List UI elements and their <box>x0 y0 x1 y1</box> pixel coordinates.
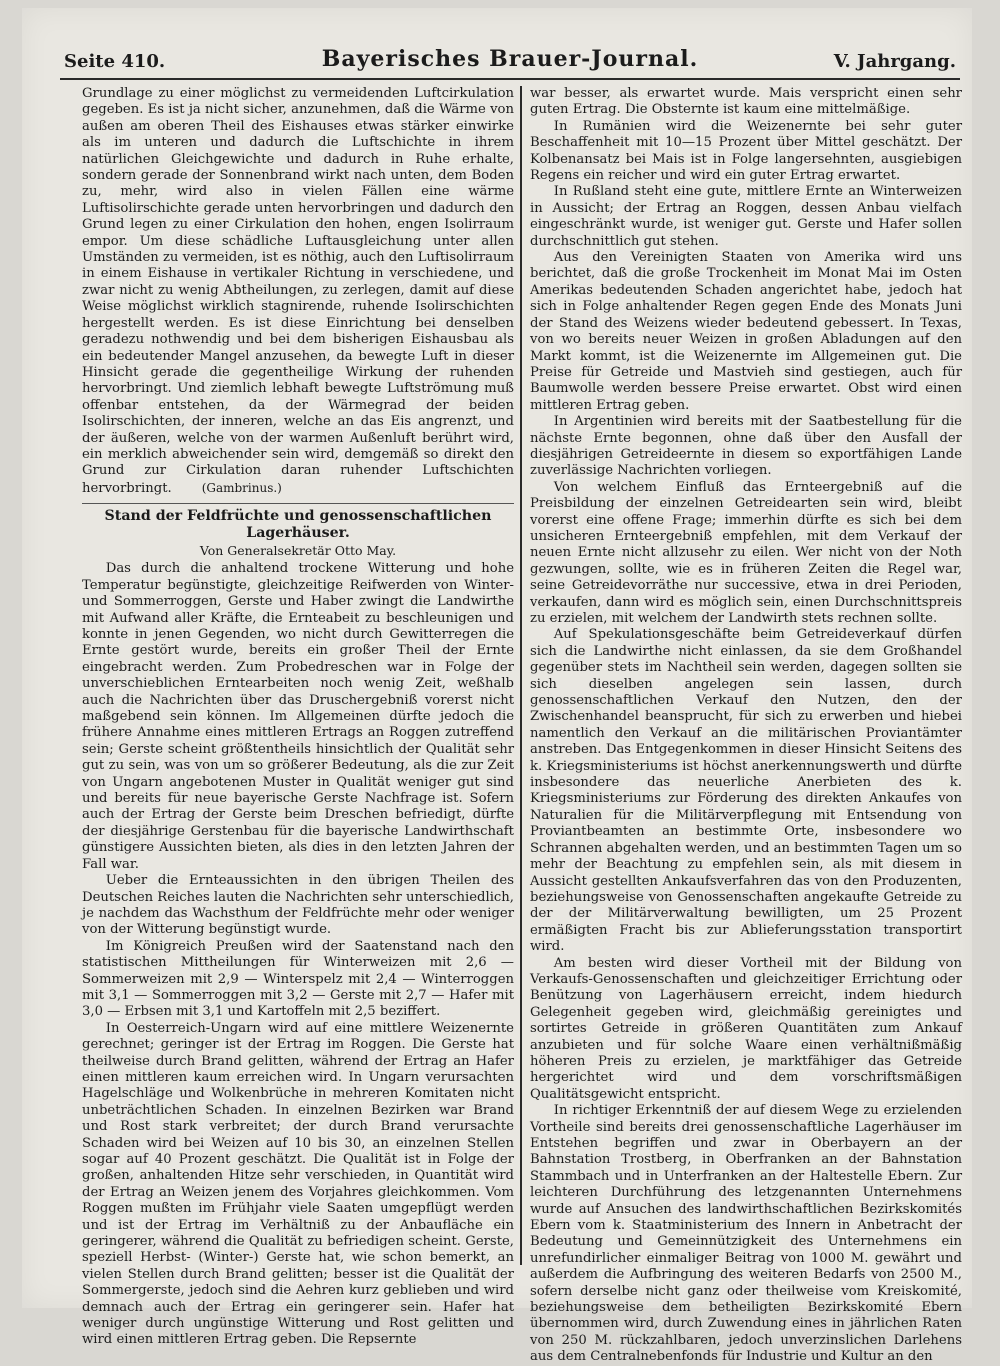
left-paragraph: Ueber die Ernteaussichten in den übrigen Theilen des Deutschen Reiches lauten die Nachrichten sehr unterschiedlich, je nachdem das Wachsthum der Feldfrüchte mehr oder weniger von der Witterung begünstigt wurde. <box>82 873 514 938</box>
right-paragraph: Am besten wird dieser Vortheil mit der Bildung von Verkaufs-Genossenschaften und gleichzeitiger Errichtung oder Benützung von Lagerhäusern erreicht, indem hiedurch Gelegenheit gegeben wird, gleichmäßig gereinigtes und sortirtes Getreide in größeren Quantitäten zum Ankauf anzubieten und für solche Waare einen verhältnißmäßig höheren Preis zu erzielen, je marktfähiger das Getreide hergerichtet wird und dem vorschriftsmäßigen Qualitätsgewicht entspricht. <box>530 955 962 1102</box>
left-paragraph: In Oesterreich-Ungarn wird auf eine mittlere Weizenernte gerechnet; geringer ist der Ertrag im Roggen. Die Gerste hat theilweise durch Brand gelitten, während der Ertrag an Hafer einen mittleren kaum erreichen wird. In Ungarn verursachten Hagelschläge und Wolkenbrüche in mehreren Komitaten nicht unbeträchtlichen Schaden. In einzelnen Bezirken war Brand und Rost stark verbreitet; der durch Brand verursachte Schaden wird bei Weizen auf 10 bis 30, an einzelnen Stellen sogar auf 40 Prozent geschätzt. Die Qualität ist in Folge der großen, anhaltenden Hitze sehr verschieden, in Quantität wird der Ertrag an Weizen jenem des Vorjahres gleichkommen. Vom Roggen mußten im Frühjahr viele Saaten umgepflügt werden und ist der Ertrag im Verhältniß zu der Anbaufläche ein geringerer, während die Qualität zu befriedigen scheint. Gerste, speziell Herbst- (Winter-) Gerste hat, wie schon bemerkt, an vielen Stellen durch Brand gelitten; besser ist die Qualität der Sommergerste, jedoch sind die Aehren kurz geblieben und wird demnach auch der Ertrag ein geringerer sein. Hafer hat weniger durch ungünstige Witterung und Rost gelitten und wird einen mittleren Ertrag geben. Die Repsernte <box>82 1020 514 1348</box>
intro-source: (Gambrinus.) <box>201 480 282 495</box>
right-paragraph: war besser, als erwartet wurde. Mais verspricht einen sehr guten Ertrag. Die Obsternte ist kaum eine mittelmäßige. <box>530 86 962 118</box>
right-paragraph: In Rußland steht eine gute, mittlere Ernte an Winterweizen in Aussicht; der Ertrag an Roggen, dessen Anbau vielfach eingeschränkt wurde, ist weniger gut. Gerste und Hafer sollen durchschnittlich gut stehen. <box>530 184 962 249</box>
left-paragraph: Im Königreich Preußen wird der Saatenstand nach den statistischen Mittheilungen für Winterweizen mit 2,6 — Sommerweizen mit 2,9 — Winterspelz mit 2,4 — Winterroggen mit 3,1 — Sommerroggen mit 3,2 — Gerste mit 2,7 — Hafer mit 3,0 — Erbsen mit 3,1 und Kartoffeln mit 2,5 beziffert. <box>82 938 514 1020</box>
volume-label: V. Jahrgang. <box>833 51 956 72</box>
intro-paragraph <box>82 86 514 497</box>
intro-paragraph-text: Grundlage zu einer möglichst zu vermeidenden Luftcirkulation gegeben. Es ist ja nicht sicher, anzunehmen, daß die Wärme von außen am oberen Theil des Eishauses etwas stärker einwirke als im unteren und dadurch die Luftschichte in ihrem natürlichen Gleichgewichte und dadurch in Ruhe erhalte, sondern gerade der Sonnenbrand wirkt nach unten, dem Boden zu, mehr, wird also in vielen Fällen eine wärme Luftisolirschichte gerade unten hervorbringen und dadurch den Grund legen zu einer Cirkulation den hohen, engen Isolirraum empor. Um diese schädliche Luftausgleichung unter allen Umständen zu vermeiden, ist es nöthig, auch den Luftisolirraum in einem Eishause in vertikaler Richtung in verschiedene, und zwar nicht zu wenig Abtheilungen, zu zerlegen, damit auf diese Weise möglichst wirklich stagnirende, ruhende Isolirschichten hergestellt werden. Es ist diese Einrichtung bei denselben geradezu nothwendig und bei dem bisherigen Eishausbau als ein bedeutender Mangel anzusehen, da bewegte Luft in dieser Hinsicht gerade die gegentheilige Wirkung der ruhenden hervorbringt. Und ziemlich lebhaft bewegte Luftströmung muß offenbar entstehen, da der Wärmegrad der beiden Isolirschichten, der inneren, welche an das Eis angrenzt, und der äußeren, welche von der warmen Außenluft berührt wird, ein merklich abweichender sein wird, demgemäß so direkt den Grund zur Cirkulation daran ruhender Luftschichten hervorbringt. <box>82 86 514 496</box>
page-header <box>60 42 960 80</box>
article-title: Stand der Feldfrüchte und genossenschaftlichen Lagerhäuser. <box>82 503 514 541</box>
right-paragraph: Auf Spekulationsgeschäfte beim Getreideverkauf dürfen sich die Landwirthe nicht einlassen, da sie dem Großhandel gegenüber stets im Nachtheil sein werden, dagegen sollten sie sich dieselben angelegen sein lassen, durch genossenschaftlichen Verkauf den Nutzen, den der Zwischenhandel beansprucht, für sich zu erwerben und hiebei namentlich den Verkauf an die militärischen Proviantämter anstreben. Das Entgegenkommen in dieser Hinsicht Seitens des k. Kriegsministeriums ist höchst anerkennungswerth und dürfte insbesondere das neuerliche Anerbieten des k. Kriegsministeriums zur Förderung des direkten Ankaufes von Naturalien für die Militärverpflegung mit Entsendung von Proviantbeamten an bestimmte Orte, insbesondere wo Schrannen abgehalten werden, und an bestimmten Tagen um so mehr der Beachtung zu empfehlen sein, als mit diesem in Aussicht gestellten Ankaufsverfahren das von den Produzenten, beziehungsweise von Genossenschaften angekaufte Getreide zu der der Militärverwaltung bewilligten, um 25 Prozent ermäßigten Fracht bis zur Ablieferungsstation transportirt wird. <box>530 627 962 955</box>
column-divider <box>520 86 522 1265</box>
right-paragraph: Aus den Vereinigten Staaten von Amerika wird uns berichtet, daß die große Trockenheit im Monat Mai im Osten Amerikas bedeutenden Schaden angerichtet habe, jedoch hat sich in Folge anhaltender Regen gegen Ende des Monats Juni der Stand des Weizens wieder bedeutend gebessert. In Texas, von wo bereits neuer Weizen in großen Abladungen auf den Markt kommt, ist die Weizenernte im Allgemeinen gut. Die Preise für Getreide und Mastvieh sind gestiegen, auch für Baumwolle werden bessere Preise erwartet. Obst wird einen mittleren Ertrag geben. <box>530 250 962 413</box>
journal-title: Bayerisches Brauer-Journal. <box>321 46 699 72</box>
page-number: Seite 410. <box>64 51 166 72</box>
right-paragraph: In Argentinien wird bereits mit der Saatbestellung für die nächste Ernte begonnen, ohne daß über den Ausfall der diesjährigen Getreideernte in diesem so exportfähigen Lande zuverlässige Nachrichten vorliegen. <box>530 414 962 479</box>
right-column <box>530 86 962 1365</box>
left-paragraph: Das durch die anhaltend trockene Witterung und hohe Temperatur begünstigte, gleichzeitige Reifwerden von Winter- und Sommerroggen, Gerste und Haber zwingt die Landwirthe mit Aufwand aller Kräfte, die Ernteabeit zu beschleunigen und konnte in jenen Gegenden, wo nicht durch Gewitterregen die Ernte gestört wurde, bereits ein großer Theil der Ernte eingebracht werden. Zum Probedreschen war in Folge der unverschieblichen Erntearbeiten noch wenig Zeit, weßhalb auch die Nachrichten über das Druschergebniß vorerst nicht maßgebend sein können. Im Allgemeinen dürfte jedoch die frühere Annahme eines mittleren Ertrags an Roggen zutreffend sein; Gerste scheint größtentheils hinsichtlich der Qualität sehr gut zu sein, was von um so größerer Bedeutung, als die zur Zeit von Ungarn angebotenen Muster in Qualität weniger gut sind und bereits für neue bayerische Gerste Nachfrage ist. Sofern auch der Ertrag der Gerste beim Dreschen befriedigt, dürfte der diesjährige Gerstenbau für die bayerische Landwirthschaft günstigere Aussichten bieten, als dies in den letzten Jahren der Fall war. <box>82 561 514 872</box>
right-paragraph: In Rumänien wird die Weizenernte bei sehr guter Beschaffenheit mit 10—15 Prozent über Mittel geschätzt. Der Kolbenansatz bei Mais ist in Folge langersehnten, ausgiebigen Regens ein reicher und wird ein guter Ertrag erwartet. <box>530 118 962 184</box>
right-paragraph: Von welchem Einfluß das Ernteergebniß auf die Preisbildung der einzelnen Getreidearten sein wird, bleibt vorerst eine offene Frage; immerhin dürfte es sich bei dem unsicheren Ernteergebniß empfehlen, mit dem Verkauf der neuen Ernte nicht allzusehr zu eilen. Wer nicht von der Noth gezwungen, sollte, wie es in früheren Zeiten die Regel war, seine Getreidevorräthe nur successive, etwa in drei Perioden, verkaufen, dann wird es möglich sein, einen Durchschnittspreis zu erzielen, mit welchem der Landwirth stets rechnen sollte. <box>530 479 962 626</box>
article-author: Von Generalsekretär Otto May. <box>199 542 397 558</box>
right-paragraph: In richtiger Erkenntniß der auf diesem Wege zu erzielenden Vortheile sind bereits drei genossenschaftliche Lagerhäuser im Entstehen begriffen und zwar in Oberbayern an der Bahnstation Trostberg, in Oberfranken an der Bahnstation Stammbach und in Unterfranken an der Haltestelle Ebern. Zur leichteren Durchführung des letzgenannten Unternehmens wurde auf Ansuchen des landwirthschaftlichen Bezirkskomités Ebern vom k. Staatministerium des Innern in Anbetracht der Bedeutung und Gemeinnützigkeit des Unternehmens ein unrefundirlicher einmaliger Beitrag von 1000 M. gewährt und außerdem die Aufbringung des weiteren Bedarfs von 2500 M., sofern derselbe nicht ganz oder theilweise vom Kreiskomité, beziehungsweise dem betheiligten Bezirkskomité Ebern übernommen wird, durch Zuwendung eines in jährlichen Raten von 250 M. rückzahlbaren, jedoch unverzinslichen Darlehens aus dem Centralnebenfonds für Industrie und Kultur an den <box>530 1103 962 1365</box>
left-column <box>82 86 514 1348</box>
